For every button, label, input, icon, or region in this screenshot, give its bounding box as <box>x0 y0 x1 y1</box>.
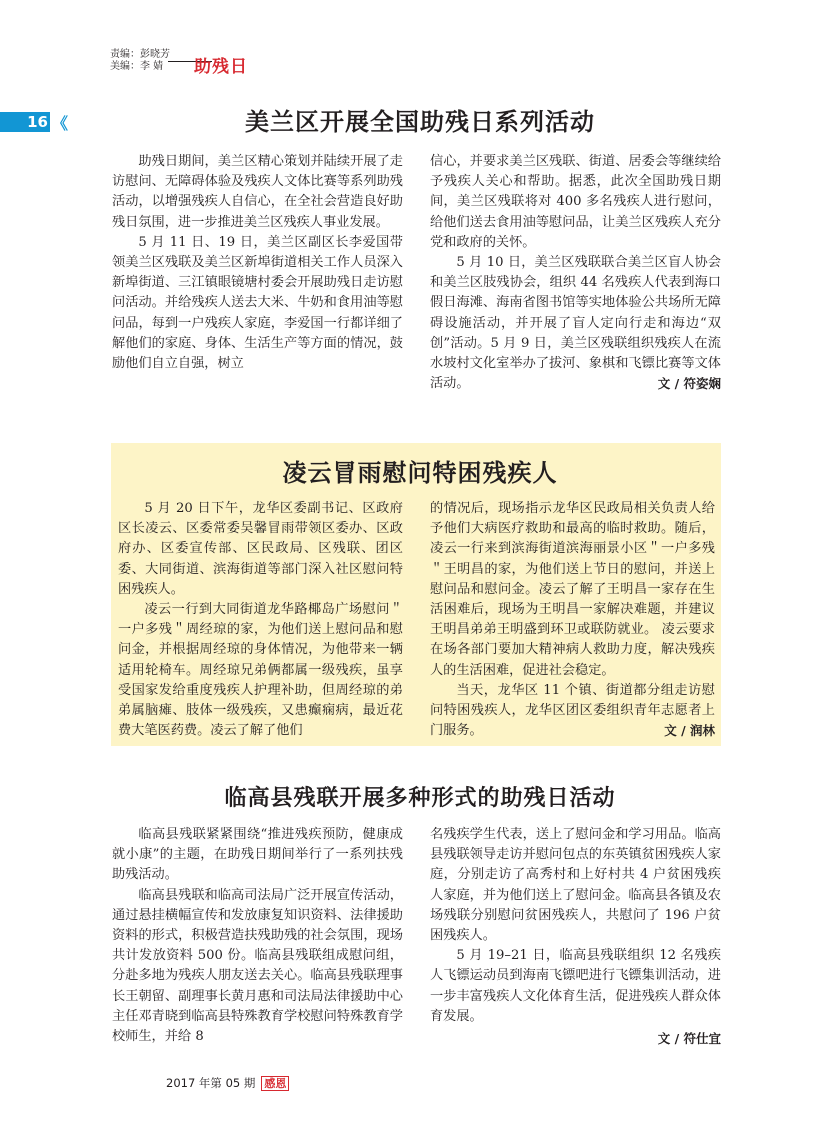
author-byline: 文 / 润林 <box>664 723 715 739</box>
designer-line: 美编：李 婧 <box>110 61 164 72</box>
paragraph <box>430 253 721 394</box>
editor-credits <box>110 49 170 73</box>
article-lingyun-col1 <box>118 499 403 741</box>
paragraph: 凌云一行到大同街道龙华路椰岛广场慰问＂一户多残＂周经琼的家，为他们送上慰问品和慰问金，并根据周经琼的身体情况，为他带来一辆适用轮椅车。周经琼兄弟俩都属一级残疾，虽享受国家发给重度残疾人护理补助，但周经琼的弟弟属脑瘫、肢体一级残疾，又患癫痫病，最近花费大笔医药费。凌云了解了他们 <box>118 602 403 739</box>
paragraph: 助残日期间，美兰区精心策划并陆续开展了走访慰问、无障碍体验及残疾人文体比赛等系列助残活动，以增强残疾人自信心，在全社会营造良好助残日氛围，进一步推进美兰区残疾人事业发展。 <box>112 154 403 230</box>
magazine-logo: 感恩 <box>261 1076 289 1091</box>
article-meilan-col2 <box>430 152 721 394</box>
paragraph: 5 月 11 日、19 日，美兰区副区长李爱国带领美兰区残联及美兰区新埠街道相关工作人员深入新埠街道、三江镇眼镜塘村委会开展助残日走访慰问活动。并给残疾人送去大米、牛奶和食用油等慰问品，每到一户残疾人家庭，李爱国一行都详细了解他们的家庭、身体、生活生产等方面的情况，鼓励他们自立自强，树立 <box>112 234 403 372</box>
article-meilan-col1 <box>112 152 403 374</box>
paragraph: 5 月 20 日下午，龙华区委副书记、区政府区长凌云、区委常委吴馨冒雨带领区委办、区政府办、区委宣传部、区民政局、区残联、团区委、大同街道、滨海街道等部门深入社区慰问特困残疾人。 <box>118 501 403 597</box>
author-byline: 文 / 符姿娴 <box>657 376 721 392</box>
paragraph-text: 5 月 10 日，美兰区残联联合美兰区盲人协会和美兰区肢残协会，组织 44 名残疾人代表到海口假日海滩、海南省图书馆等实地体验公共场所无障碍设施活动，并开展了盲人定向行走和海边“双创”活动。5 月 9 日，美兰区残联组织残疾人在流水坡村文化室举办了拔河、象棋和飞镖比赛等文体活动。 <box>430 255 721 392</box>
paragraph: 临高县残联紧紧围绕“推进残疾预防，健康成就小康”的主题，在助残日期间举行了一系列扶残助残活动。 <box>112 827 403 883</box>
page-marker: 《 <box>52 114 69 133</box>
footer <box>166 1075 289 1091</box>
paragraph: 临高县残联和临高司法局广泛开展宣传活动，通过悬挂横幅宣传和发放康复知识资料、法律援助资料的形式，积极营造扶残助残的社会氛围，现场共计发放资料 500 份。临高县残联组成慰问组，分赴多地为残疾人朋友送去关心。临高县残联理事长王朝留、副理事长黄月惠和司法局法律援助中心主任邓青晓到临高县特殊教育学校慰问特殊教育学校师生，并给 8 <box>112 887 403 1045</box>
issue-label: 2017 年第 05 期 <box>166 1076 256 1090</box>
paragraph-text: 当天，龙华区 11 个镇、街道都分组走访慰问特困残疾人，龙华区团区委组织青年志愿者上门服务。 <box>430 682 715 739</box>
paragraph: 的情况后，现场指示龙华区民政局相关负责人给予他们大病医疗救助和最高的临时救助。随后，凌云一行来到滨海街道滨海丽景小区＂一户多残＂王明昌的家，为他们送上节日的慰问，并送上慰问品和慰问金。凌云了解了王明昌一家存在生活困难后，现场为王明昌一家解决难题，并建议王明昌弟弟王明盛到环卫或联防就业。 凌云要求在场各部门要加大精神病人救助力度，解决残疾人的生活困难，促进社会稳定。 <box>430 501 715 678</box>
article-lingao-col1 <box>112 825 403 1047</box>
paragraph: 5 月 19–21 日，临高县残联组织 12 名残疾人飞镖运动员到海南飞镖吧进行飞镖集训活动，进一步丰富残疾人文化体育生活，促进残疾人群众体育发展。 <box>430 948 721 1024</box>
article-lingao-col2 <box>430 825 721 1049</box>
author-byline: 文 / 符仕宜 <box>657 1031 721 1047</box>
section-label: 助残日 <box>194 57 248 77</box>
article-title-lingao: 临高县残联开展多种形式的助残日活动 <box>224 786 616 811</box>
editor-line: 责编：彭晓芳 <box>110 49 170 60</box>
paragraph: 名残疾学生代表，送上了慰问金和学习用品。临高县残联领导走访并慰问包点的东英镇贫困残疾人家庭，分别走访了高秀村和上好村共 4 户贫困残疾人家庭，并为他们送上了慰问金。临高县各镇及农场残联分别慰问贫困残疾人，共慰问了 196 户贫困残疾人。 <box>430 827 721 944</box>
paragraph <box>430 681 715 742</box>
paragraph: 信心，并要求美兰区残联、街道、居委会等继续给予残疾人关心和帮助。据悉，此次全国助残日期间，美兰区残联将对 400 多名残疾人进行慰问，给他们送去食用油等慰问品，让美兰区残疾人充分党和政府的关怀。 <box>430 154 721 250</box>
article-lingyun-col2 <box>430 499 715 741</box>
page-number: 16 <box>0 112 50 132</box>
article-title-meilan: 美兰区开展全国助残日系列活动 <box>245 108 595 136</box>
article-title-lingyun: 凌云冒雨慰问特困残疾人 <box>282 459 558 487</box>
